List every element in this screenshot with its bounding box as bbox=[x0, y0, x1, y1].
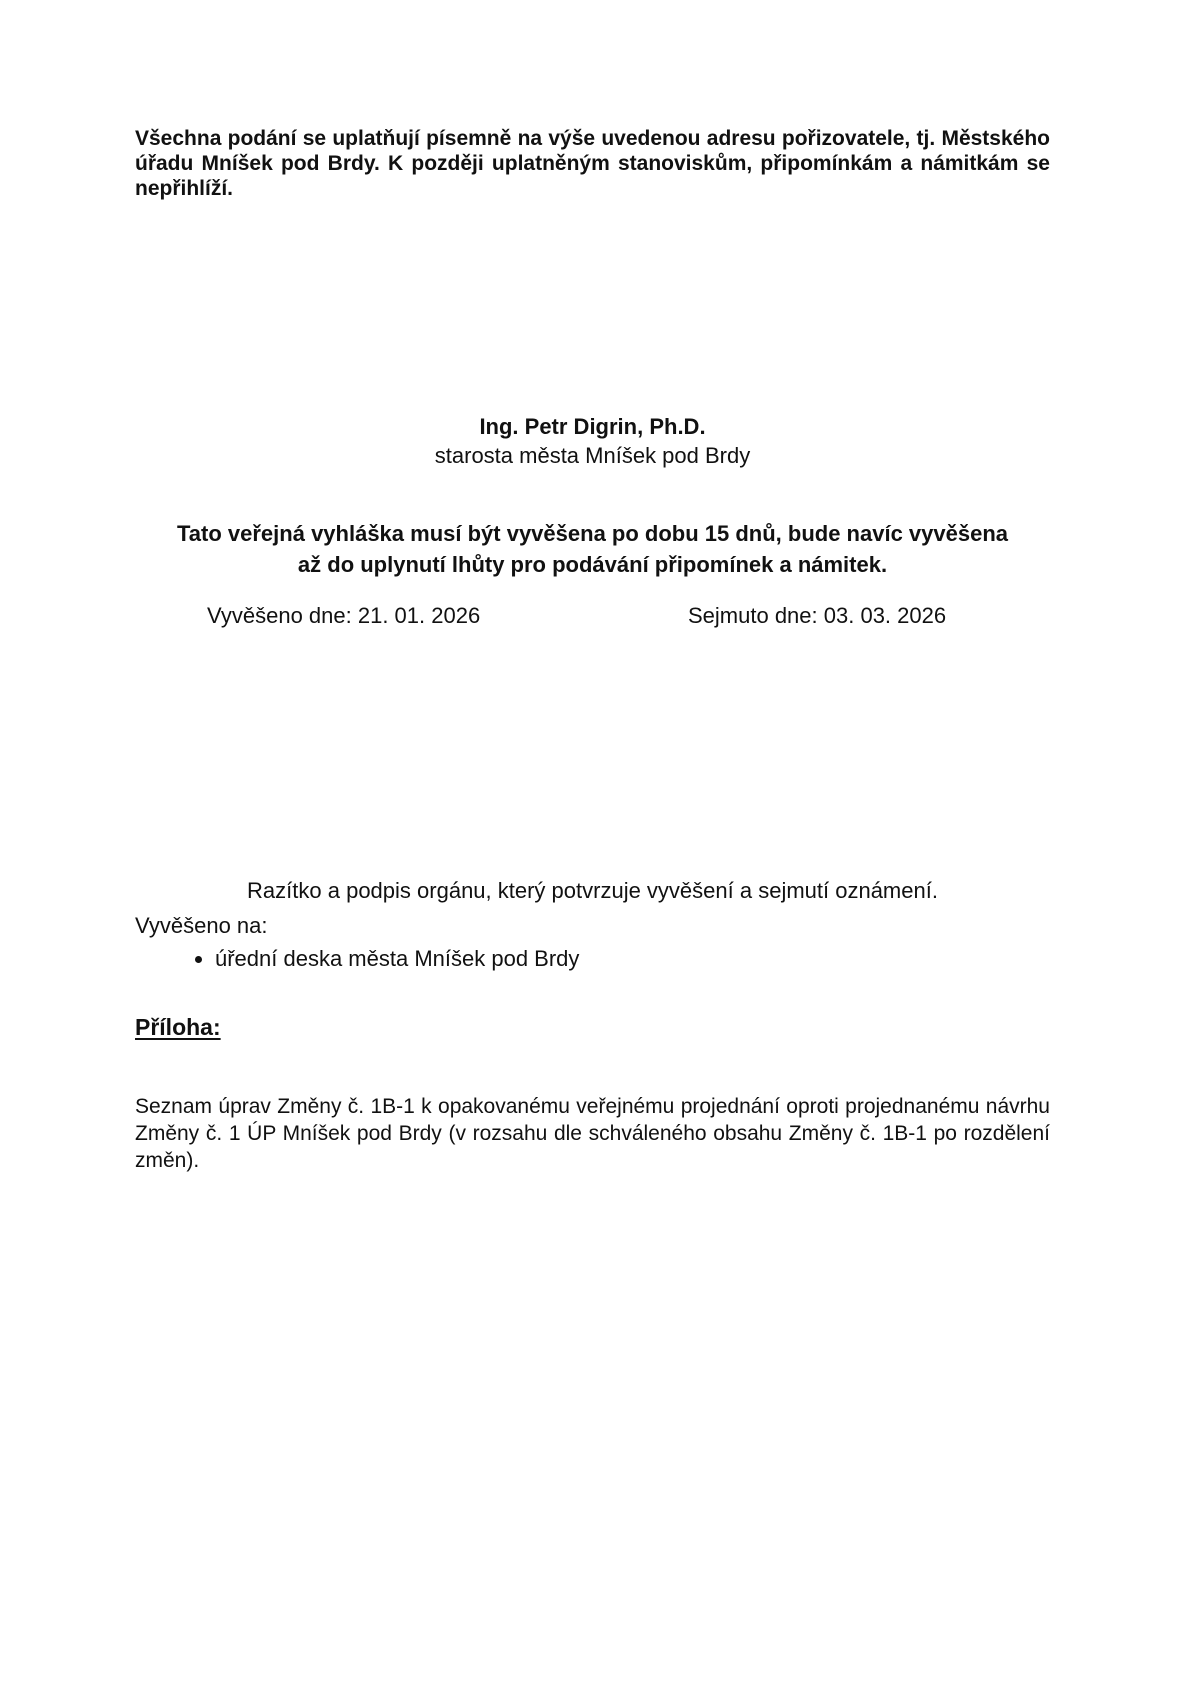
signatory-role: starosta města Mníšek pod Brdy bbox=[434, 443, 751, 468]
attachment-paragraph: Seznam úprav Změny č. 1B-1 k opakovanému veřejnému projednání oproti projednanému návrhu Změny č. 1 ÚP Mníšek pod Brdy (v rozsahu dle schváleného obsahu Změny č. 1B-1 po rozdělení změn). bbox=[135, 1095, 1050, 1172]
posted-date-value: 21. 01. 2026 bbox=[357, 603, 481, 628]
posted-on-list bbox=[135, 945, 1050, 973]
posted-date-label: Vyvěšeno dne: bbox=[207, 603, 352, 628]
posting-notice: Tato veřejná vyhláška musí být vyvěšena po dobu 15 dnů, bude navíc vyvěšena až do uplynutí lhůty pro podávání připomínek a námitek. bbox=[176, 521, 1009, 577]
removed-date-value: 03. 03. 2026 bbox=[823, 603, 947, 628]
attachment-heading-text: Příloha: bbox=[135, 1014, 221, 1040]
stamp-caption: Razítko a podpis orgánu, který potvrzuje vyvěšení a sejmutí oznámení. bbox=[247, 878, 938, 903]
posted-date-line bbox=[207, 602, 480, 630]
attachment-heading bbox=[135, 1012, 1050, 1042]
intro-paragraph: Všechna podání se uplatňují písemně na výše uvedenou adresu pořizovatele, tj. Městského úřadu Mníšek pod Brdy. K později uplatněným stanoviskům, připomínkám a námitkám se nepřihlíží. bbox=[135, 127, 1050, 200]
posted-on-label: Vyvěšeno na: bbox=[135, 913, 268, 938]
dates-row bbox=[135, 602, 1050, 630]
posted-on-block bbox=[135, 912, 1050, 973]
removed-date-label: Sejmuto dne: bbox=[688, 603, 818, 628]
signatory-block bbox=[135, 412, 1050, 470]
removed-date-line bbox=[688, 602, 946, 630]
signatory-name: Ing. Petr Digrin, Ph.D. bbox=[479, 414, 706, 439]
posted-on-list-item: • úřední deska města Mníšek pod Brdy bbox=[215, 945, 1050, 973]
